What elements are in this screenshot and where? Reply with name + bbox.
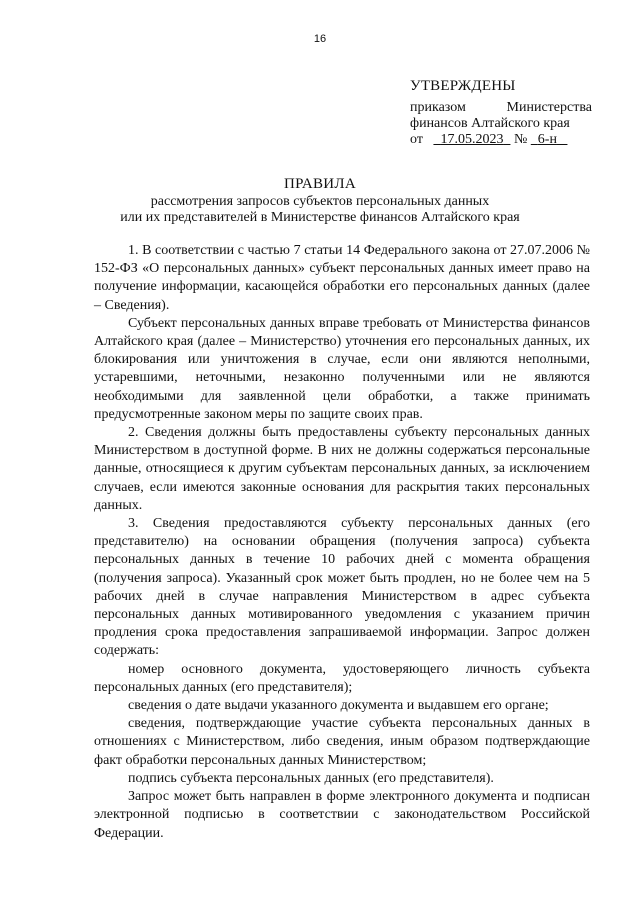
approval-date: 17.05.2023 [440, 132, 504, 147]
paragraph-3: 2. Сведения должны быть предоставлены субъекту персональных данных Министерством в доступной форме. В них не должны содержаться персональные данные, относящиеся к другим субъектам персональных данных, за исключением случаев, если имеются законные основания для раскрытия таких персональных данных. [94, 425, 590, 513]
page-number: 16 [313, 33, 327, 45]
list-item-signature: подпись субъекта персональных данных (его представителя). [128, 770, 494, 786]
document-title: ПРАВИЛА [283, 176, 357, 192]
paragraph-electronic-request: Запрос может быть направлен в форме электронного документа и подписан электронной подписью в соответствии с законодательством Российской Федерации. [94, 789, 590, 841]
approval-title: УТВЕРЖДЕНЫ [410, 78, 516, 94]
list-item-participation: сведения, подтверждающие участие субъекта персональных данных в отношениях с Министерством, либо сведения, иным образом подтверждающие факт обработки персональных данных Министерством; [94, 716, 590, 768]
paragraph-2: Субъект персональных данных вправе требовать от Министерства финансов Алтайского края (далее – Министерство) уточнения его персональных данных, их блокирования или уничтожения в случае, если они являются неполными, устаревшими, неточными, незаконно полученными или не являются необходимыми для заявленной цели обработки, а также принимать предусмотренные законом меры по защите своих прав. [94, 315, 590, 422]
subtitle-line-2: или их представителей в Министерстве финансов Алтайского края [120, 210, 520, 225]
subtitle-line-1: рассмотрения запросов субъектов персональных данных [150, 194, 490, 209]
approval-number: 6-н [537, 132, 557, 147]
document-subtitle [60, 194, 580, 226]
list-item-document-number: номер основного документа, удостоверяющего личность субъекта персональных данных (его представителя); [94, 661, 590, 695]
paragraph-4: 3. Сведения предоставляются субъекту персональных данных (его представителю) на основании обращения (получения запроса) субъекта персональных данных в течение 10 рабочих дней с момента обращения (получения запроса). Указанный срок может быть продлен, но не более чем на 5 рабочих дней в случае направления Министерством в адрес субъекта персональных данных мотивированного уведомления с указанием причин продления срока предоставления запрашиваемой информации. Запрос должен содержать: [94, 516, 590, 659]
approval-from-label: от [410, 132, 423, 147]
list-item-issue-date: сведения о дате выдачи указанного документа и выдавшем его органе; [128, 698, 549, 714]
document-body [94, 242, 590, 843]
approval-block [410, 78, 592, 148]
approval-order-line: приказом Министерства [410, 100, 592, 115]
approval-number-label: № [513, 132, 528, 147]
paragraph-1: 1. В соответствии с частью 7 статьи 14 Федерального закона от 27.07.2006 № 152-ФЗ «О персональных данных» субъект персональных данных имеет право на получение информации, касающейся обработки его персональных данных (далее – Сведения). [94, 243, 590, 313]
approval-ministry-line: финансов Алтайского края [410, 116, 570, 131]
approval-date-line [410, 132, 592, 148]
